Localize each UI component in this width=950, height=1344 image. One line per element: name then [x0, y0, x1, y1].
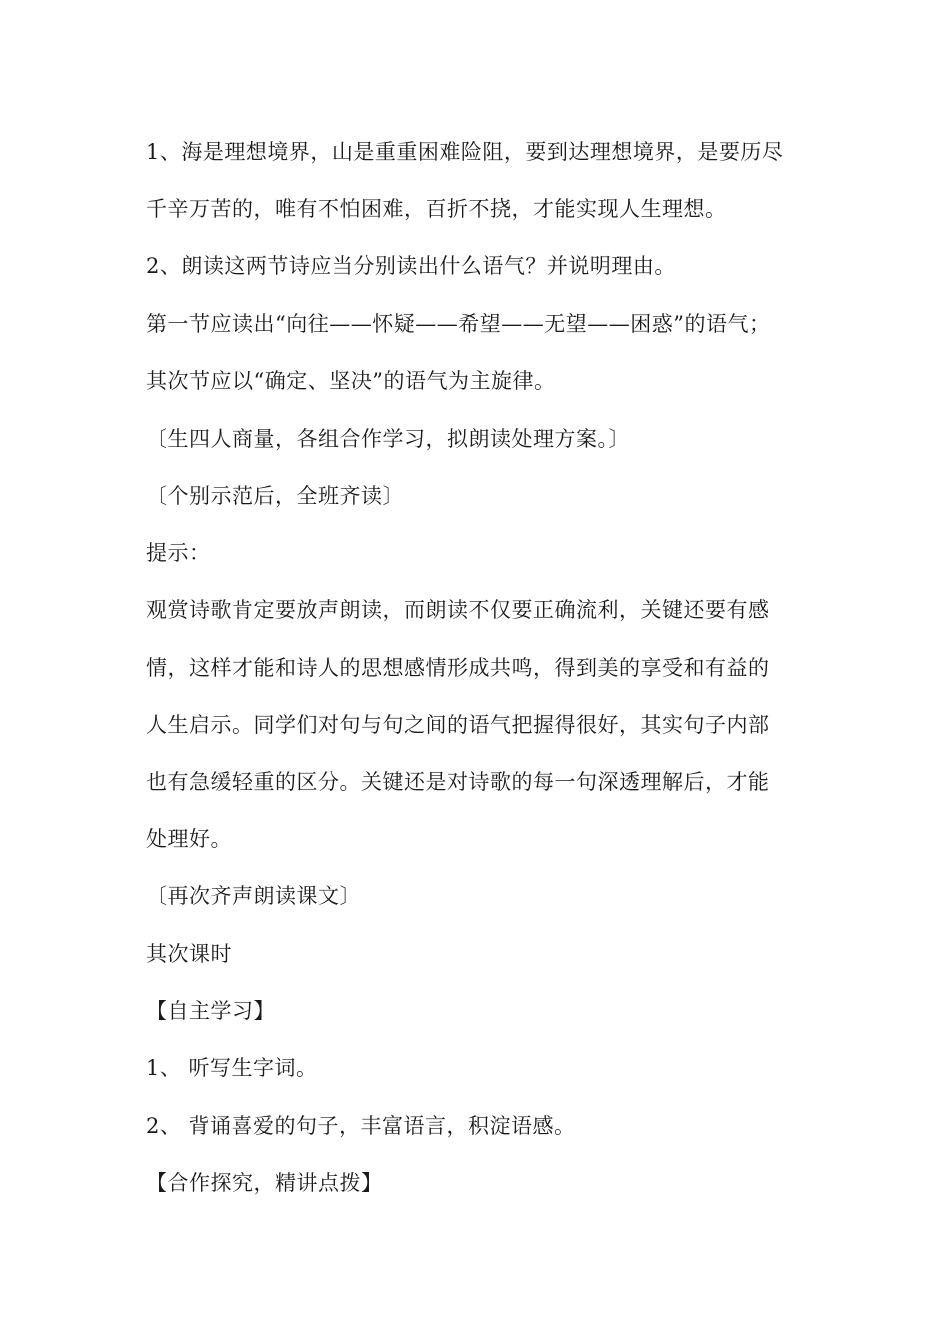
list-item: 1、 听写生字词。: [146, 1056, 318, 1080]
paragraph-line: 也有急缓轻重的区分。关键还是对诗歌的每一句深透理解后，才能: [146, 770, 770, 794]
paragraph-line: 观赏诗歌肯定要放声朗读，而朗读不仅要正确流利，关键还要有感: [146, 598, 770, 622]
section-heading: 【合作探究，精讲点拨】: [146, 1171, 383, 1195]
paragraph-line: 处理好。: [146, 827, 232, 851]
paragraph-line: 千辛万苦的，唯有不怕困难，百折不挠，才能实现人生理想。: [146, 197, 727, 221]
paragraph-line: 1、海是理想境界，山是重重困难险阻，要到达理想境界，是要历尽: [146, 140, 784, 164]
paragraph-line: 提示：: [146, 541, 211, 565]
paragraph-line: 2、朗读这两节诗应当分别读出什么语气？并说明理由。: [146, 254, 676, 278]
paragraph-line: 〔个别示范后，全班齐读〕: [146, 484, 404, 508]
paragraph-line: 第一节应读出“向往——怀疑——希望——无望——困惑”的语气；: [146, 312, 771, 336]
paragraph-line: 其次节应以“确定、坚决”的语气为主旋律。: [146, 369, 556, 393]
paragraph-line: 〔再次齐声朗读课文〕: [146, 884, 361, 908]
list-item: 2、 背诵喜爱的句子，丰富语言，积淀语感。: [146, 1114, 576, 1138]
paragraph-line: 〔生四人商量，各组合作学习，拟朗读处理方案。〕: [146, 427, 630, 451]
section-heading: 其次课时: [146, 942, 232, 966]
section-heading: 【自主学习】: [146, 999, 275, 1023]
paragraph-line: 人生启示。同学们对句与句之间的语气把握得很好，其实句子内部: [146, 713, 770, 737]
paragraph-line: 情，这样才能和诗人的思想感情形成共鸣，得到美的享受和有益的: [146, 656, 770, 680]
